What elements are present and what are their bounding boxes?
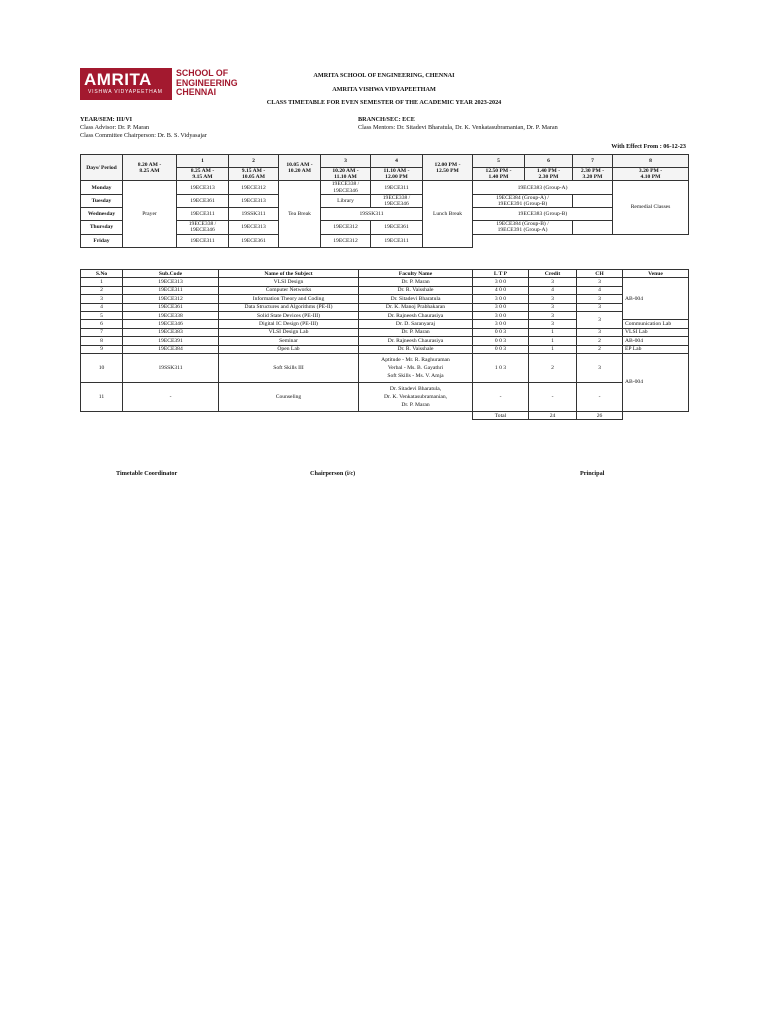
cell-faculty: Dr. K. Manoj Prabhakaran — [359, 303, 473, 311]
cell-ltp: 3 0 0 — [473, 303, 529, 311]
thursday-p3: 19ECE312 — [321, 221, 371, 234]
class-info — [80, 116, 350, 140]
total-ch: 26 — [577, 411, 623, 419]
col-ltp: L T P — [473, 270, 529, 278]
period-5-number: 5 — [473, 155, 525, 168]
timetable-coordinator: Timetable Coordinator — [116, 470, 178, 477]
logo-line-1: SCHOOL OF — [176, 68, 229, 78]
cell-credit: 3 — [529, 320, 577, 328]
tuesday-p4: 19ECE338 / 19ECE346 — [371, 194, 423, 207]
cell-name: VLSI Design Lab — [219, 328, 359, 336]
period-7-time: 2.30 PM - 3.20 PM — [573, 168, 613, 181]
col-name: Name of the Subject — [219, 270, 359, 278]
table-row — [81, 286, 689, 294]
table-row — [81, 303, 689, 311]
cell-credit: 3 — [529, 303, 577, 311]
cell-credit: 1 — [529, 345, 577, 353]
cell-name: Counseling — [219, 382, 359, 411]
cell-faculty: Dr. Sitadevi Bharatula, Dr. K. Venkatasubramanian, Dr. P. Maran — [359, 382, 473, 411]
logo-sub-text: VISHWA VIDYAPEETHAM — [88, 89, 163, 95]
wednesday-p2: 19SSK311 — [229, 208, 279, 221]
venue-ep-lab: EP Lab — [623, 345, 689, 353]
amrita-logo — [80, 68, 240, 100]
period-3-time: 10.20 AM - 11.10 AM — [321, 168, 371, 181]
cell-credit: - — [529, 382, 577, 411]
monday-p5-7: 19ECE383 (Group-A) — [473, 181, 613, 194]
monday-p4: 19ECE311 — [371, 181, 423, 194]
cell-faculty: Dr. Rajneesh Chaurasiya — [359, 311, 473, 319]
slot-tea-time: 10.05 AM - 10.20 AM — [279, 155, 321, 181]
cell-ch: 4 — [577, 286, 623, 294]
cell-faculty: Dr. R. Vaisshale — [359, 286, 473, 294]
cell-ch: 3 — [577, 311, 623, 328]
cell-ltp: - — [473, 382, 529, 411]
cell-credit: 1 — [529, 337, 577, 345]
thursday-p5-7: 19ECE384 (Group-B) / 19ECE391 (Group-A) — [473, 221, 573, 234]
col-faculty: Faculty Name — [359, 270, 473, 278]
day-friday: Friday — [81, 234, 123, 247]
cell-ltp: 3 0 0 — [473, 295, 529, 303]
period-1-number: 1 — [177, 155, 229, 168]
cell-faculty: Dr. P. Maran — [359, 278, 473, 286]
cell-code: 19ECE338 — [123, 311, 219, 319]
table-row — [81, 295, 689, 303]
period-4-number: 4 — [371, 155, 423, 168]
day-monday: Monday — [81, 181, 123, 194]
cell-credit: 4 — [529, 286, 577, 294]
friday-p3: 19ECE312 — [321, 234, 371, 247]
cell-name: Soft Skills III — [219, 353, 359, 382]
logo-main-text: AMRITA — [84, 70, 152, 89]
period-5-time: 12.50 PM - 1.40 PM — [473, 168, 525, 181]
monday-p2: 19ECE312 — [229, 181, 279, 194]
day-wednesday: Wednesday — [81, 208, 123, 221]
cell-faculty: Dr. R. Vaisshale — [359, 345, 473, 353]
total-credit: 24 — [529, 411, 577, 419]
cell-code: 19SSK311 — [123, 353, 219, 382]
tuesday-p5-7: 19ECE384 (Group-A) / 19ECE391 (Group-B) — [473, 194, 573, 207]
col-code: Sub.Code — [123, 270, 219, 278]
slot-lunch-time: 12.00 PM - 12.50 PM — [423, 155, 473, 181]
cell-name: Data Structures and Algorithms (PE-II) — [219, 303, 359, 311]
period-7-number: 7 — [573, 155, 613, 168]
col-venue: Venue — [623, 270, 689, 278]
cell-ltp: 3 0 0 — [473, 311, 529, 319]
cell-ltp: 0 0 3 — [473, 328, 529, 336]
period-6-number: 6 — [525, 155, 573, 168]
period-1-time: 8.25 AM - 9.15 AM — [177, 168, 229, 181]
chairperson: Chairperson (i/c) — [310, 470, 356, 477]
cell-ch: 3 — [577, 353, 623, 382]
tuesday-p3: Library — [321, 194, 371, 207]
branch-sec: BRANCH/SEC: ECE — [358, 116, 415, 123]
cell-ch: 3 — [577, 278, 623, 286]
cell-sno: 6 — [81, 320, 123, 328]
period-2-number: 2 — [229, 155, 279, 168]
cell-code: 19ECE391 — [123, 337, 219, 345]
cell-sno: 4 — [81, 303, 123, 311]
cell-credit: 3 — [529, 278, 577, 286]
friday-p1: 19ECE311 — [177, 234, 229, 247]
course-table — [80, 269, 689, 420]
cell-sno: 10 — [81, 353, 123, 382]
cell-sno: 5 — [81, 311, 123, 319]
remedial-cell: Remedial Classes — [613, 181, 689, 234]
cell-ch: - — [577, 382, 623, 411]
cell-ch: 3 — [577, 303, 623, 311]
timetable-title: CLASS TIMETABLE FOR EVEN SEMESTER OF THE ACADEMIC YEAR 2023-2024 — [266, 99, 502, 106]
col-ch: CH — [577, 270, 623, 278]
cell-ch: 3 — [577, 328, 623, 336]
cell-ltp: 1 0 3 — [473, 353, 529, 382]
table-row — [81, 311, 689, 319]
cell-code: 19ECE346 — [123, 320, 219, 328]
cell-name: Solid State Devices (PE-III) — [219, 311, 359, 319]
cell-faculty: Dr. Rajneesh Chaurasiya — [359, 337, 473, 345]
cell-name: Information Theory and Coding — [219, 295, 359, 303]
cell-sno: 9 — [81, 345, 123, 353]
wednesday-p3-4: 19SSK311 — [321, 208, 423, 221]
class-advisor: Class Advisor: Dr. P. Maran — [80, 124, 150, 131]
cell-credit: 3 — [529, 311, 577, 319]
cell-sno: 1 — [81, 278, 123, 286]
col-sno: S.No — [81, 270, 123, 278]
cell-ch: 2 — [577, 345, 623, 353]
cell-code: 19ECE361 — [123, 303, 219, 311]
period-2-time: 9.15 AM - 10.05 AM — [229, 168, 279, 181]
monday-p3: 19ECE338 / 19ECE346 — [321, 181, 371, 194]
table-row — [81, 382, 689, 411]
cell-faculty: Dr. Sitadevi Bharatula — [359, 295, 473, 303]
university-name: AMRITA VISHWA VIDYAPEETHAM — [332, 86, 436, 93]
logo-school-text — [176, 69, 238, 98]
tuesday-p2: 19ECE313 — [229, 194, 279, 207]
thursday-p4: 19ECE361 — [371, 221, 423, 234]
cell-ch: 2 — [577, 337, 623, 345]
thursday-p2: 19ECE313 — [229, 221, 279, 234]
table-row — [81, 353, 689, 382]
total-venue-spacer — [623, 411, 689, 419]
wednesday-p5-7: 19ECE383 (Group-B) — [473, 208, 613, 221]
cell-credit: 3 — [529, 295, 577, 303]
cell-name: Open Lab — [219, 345, 359, 353]
cell-code: 19ECE383 — [123, 328, 219, 336]
prayer-cell: Prayer — [123, 181, 177, 247]
venue-communication-lab: Communication Lab — [623, 320, 689, 328]
branch-info — [358, 116, 698, 132]
thursday-p1: 19ECE338 / 19ECE346 — [177, 221, 229, 234]
thursday-p7-empty — [573, 221, 613, 234]
school-name: AMRITA SCHOOL OF ENGINEERING, CHENNAI — [313, 72, 455, 79]
venue-vlsi-lab: VLSI Lab — [623, 328, 689, 336]
timetable — [80, 154, 689, 248]
cell-sno: 3 — [81, 295, 123, 303]
cell-code: 19ECE384 — [123, 345, 219, 353]
cell-name: VLSI Design — [219, 278, 359, 286]
cell-ltp: 3 0 0 — [473, 278, 529, 286]
tuesday-p1: 19ECE361 — [177, 194, 229, 207]
slot-prayer-time: 8.20 AM - 8.25 AM — [123, 155, 177, 181]
cell-ch: 3 — [577, 295, 623, 303]
total-row — [81, 411, 689, 419]
logo-red-block — [80, 68, 172, 100]
total-spacer — [81, 411, 473, 419]
friday-p4: 19ECE311 — [371, 234, 423, 247]
cell-name: Computer Networks — [219, 286, 359, 294]
logo-line-3: CHENNAI — [176, 87, 217, 98]
effect-date: With Effect From : 06-12-23 — [611, 143, 686, 150]
day-thursday: Thursday — [81, 221, 123, 234]
table-row — [81, 337, 689, 345]
cell-ltp: 0 0 3 — [473, 345, 529, 353]
cell-ltp: 4 0 0 — [473, 286, 529, 294]
cell-code: 19ECE311 — [123, 286, 219, 294]
table-row — [81, 278, 689, 286]
logo-line-2: ENGINEERING — [176, 77, 238, 88]
tea-break-cell: Tea Break — [279, 181, 321, 247]
venue-ab004-a: AB-004 — [623, 278, 689, 320]
cell-code: 19ECE313 — [123, 278, 219, 286]
tuesday-p7-empty — [573, 194, 613, 207]
period-3-number: 3 — [321, 155, 371, 168]
cell-code: 19ECE312 — [123, 295, 219, 303]
cell-sno: 8 — [81, 337, 123, 345]
cell-name: Digital IC Design (PE-III) — [219, 320, 359, 328]
class-committee: Class Committee Chairperson: Dr. B. S. Vidyasajar — [80, 132, 207, 139]
period-8-number: 8 — [613, 155, 689, 168]
venue-ab004-b: AB-004 — [623, 337, 689, 345]
cell-code: - — [123, 382, 219, 411]
total-label: Total — [473, 411, 529, 419]
cell-ltp: 0 0 3 — [473, 337, 529, 345]
cell-sno: 11 — [81, 382, 123, 411]
cell-credit: 2 — [529, 353, 577, 382]
friday-p2: 19ECE361 — [229, 234, 279, 247]
cell-faculty: Dr. D. Saranyaraj — [359, 320, 473, 328]
monday-p1: 19ECE313 — [177, 181, 229, 194]
class-mentors: Class Mentors: Dr. Sitadevi Bharatula, Dr. K. Venkatasubramanian, Dr. P. Maran — [358, 124, 558, 131]
table-row — [81, 345, 689, 353]
cell-credit: 1 — [529, 328, 577, 336]
year-sem: YEAR/SEM: III/VI — [80, 116, 133, 123]
cell-sno: 7 — [81, 328, 123, 336]
period-4-time: 11.10 AM - 12.00 PM — [371, 168, 423, 181]
period-6-time: 1.40 PM - 2.30 PM — [525, 168, 573, 181]
wednesday-p1: 19ECE311 — [177, 208, 229, 221]
table-row — [81, 328, 689, 336]
day-tuesday: Tuesday — [81, 194, 123, 207]
cell-name: Seminar — [219, 337, 359, 345]
cell-sno: 2 — [81, 286, 123, 294]
cell-ltp: 3 0 0 — [473, 320, 529, 328]
days-period-header: Days/ Period — [81, 155, 123, 181]
period-8-time: 3.20 PM - 4.10 PM — [613, 168, 689, 181]
principal: Principal — [580, 470, 605, 477]
lunch-break-cell: Lunch Break — [423, 181, 473, 247]
cell-faculty: Dr. P. Maran — [359, 328, 473, 336]
col-credit: Credit — [529, 270, 577, 278]
cell-faculty: Aptitude - Mr. R. Raghuraman Verbal - Ms. B. Gayathri Soft Skills - Ms. V. Amja — [359, 353, 473, 382]
venue-ab004-c: AB-004 — [623, 353, 689, 411]
